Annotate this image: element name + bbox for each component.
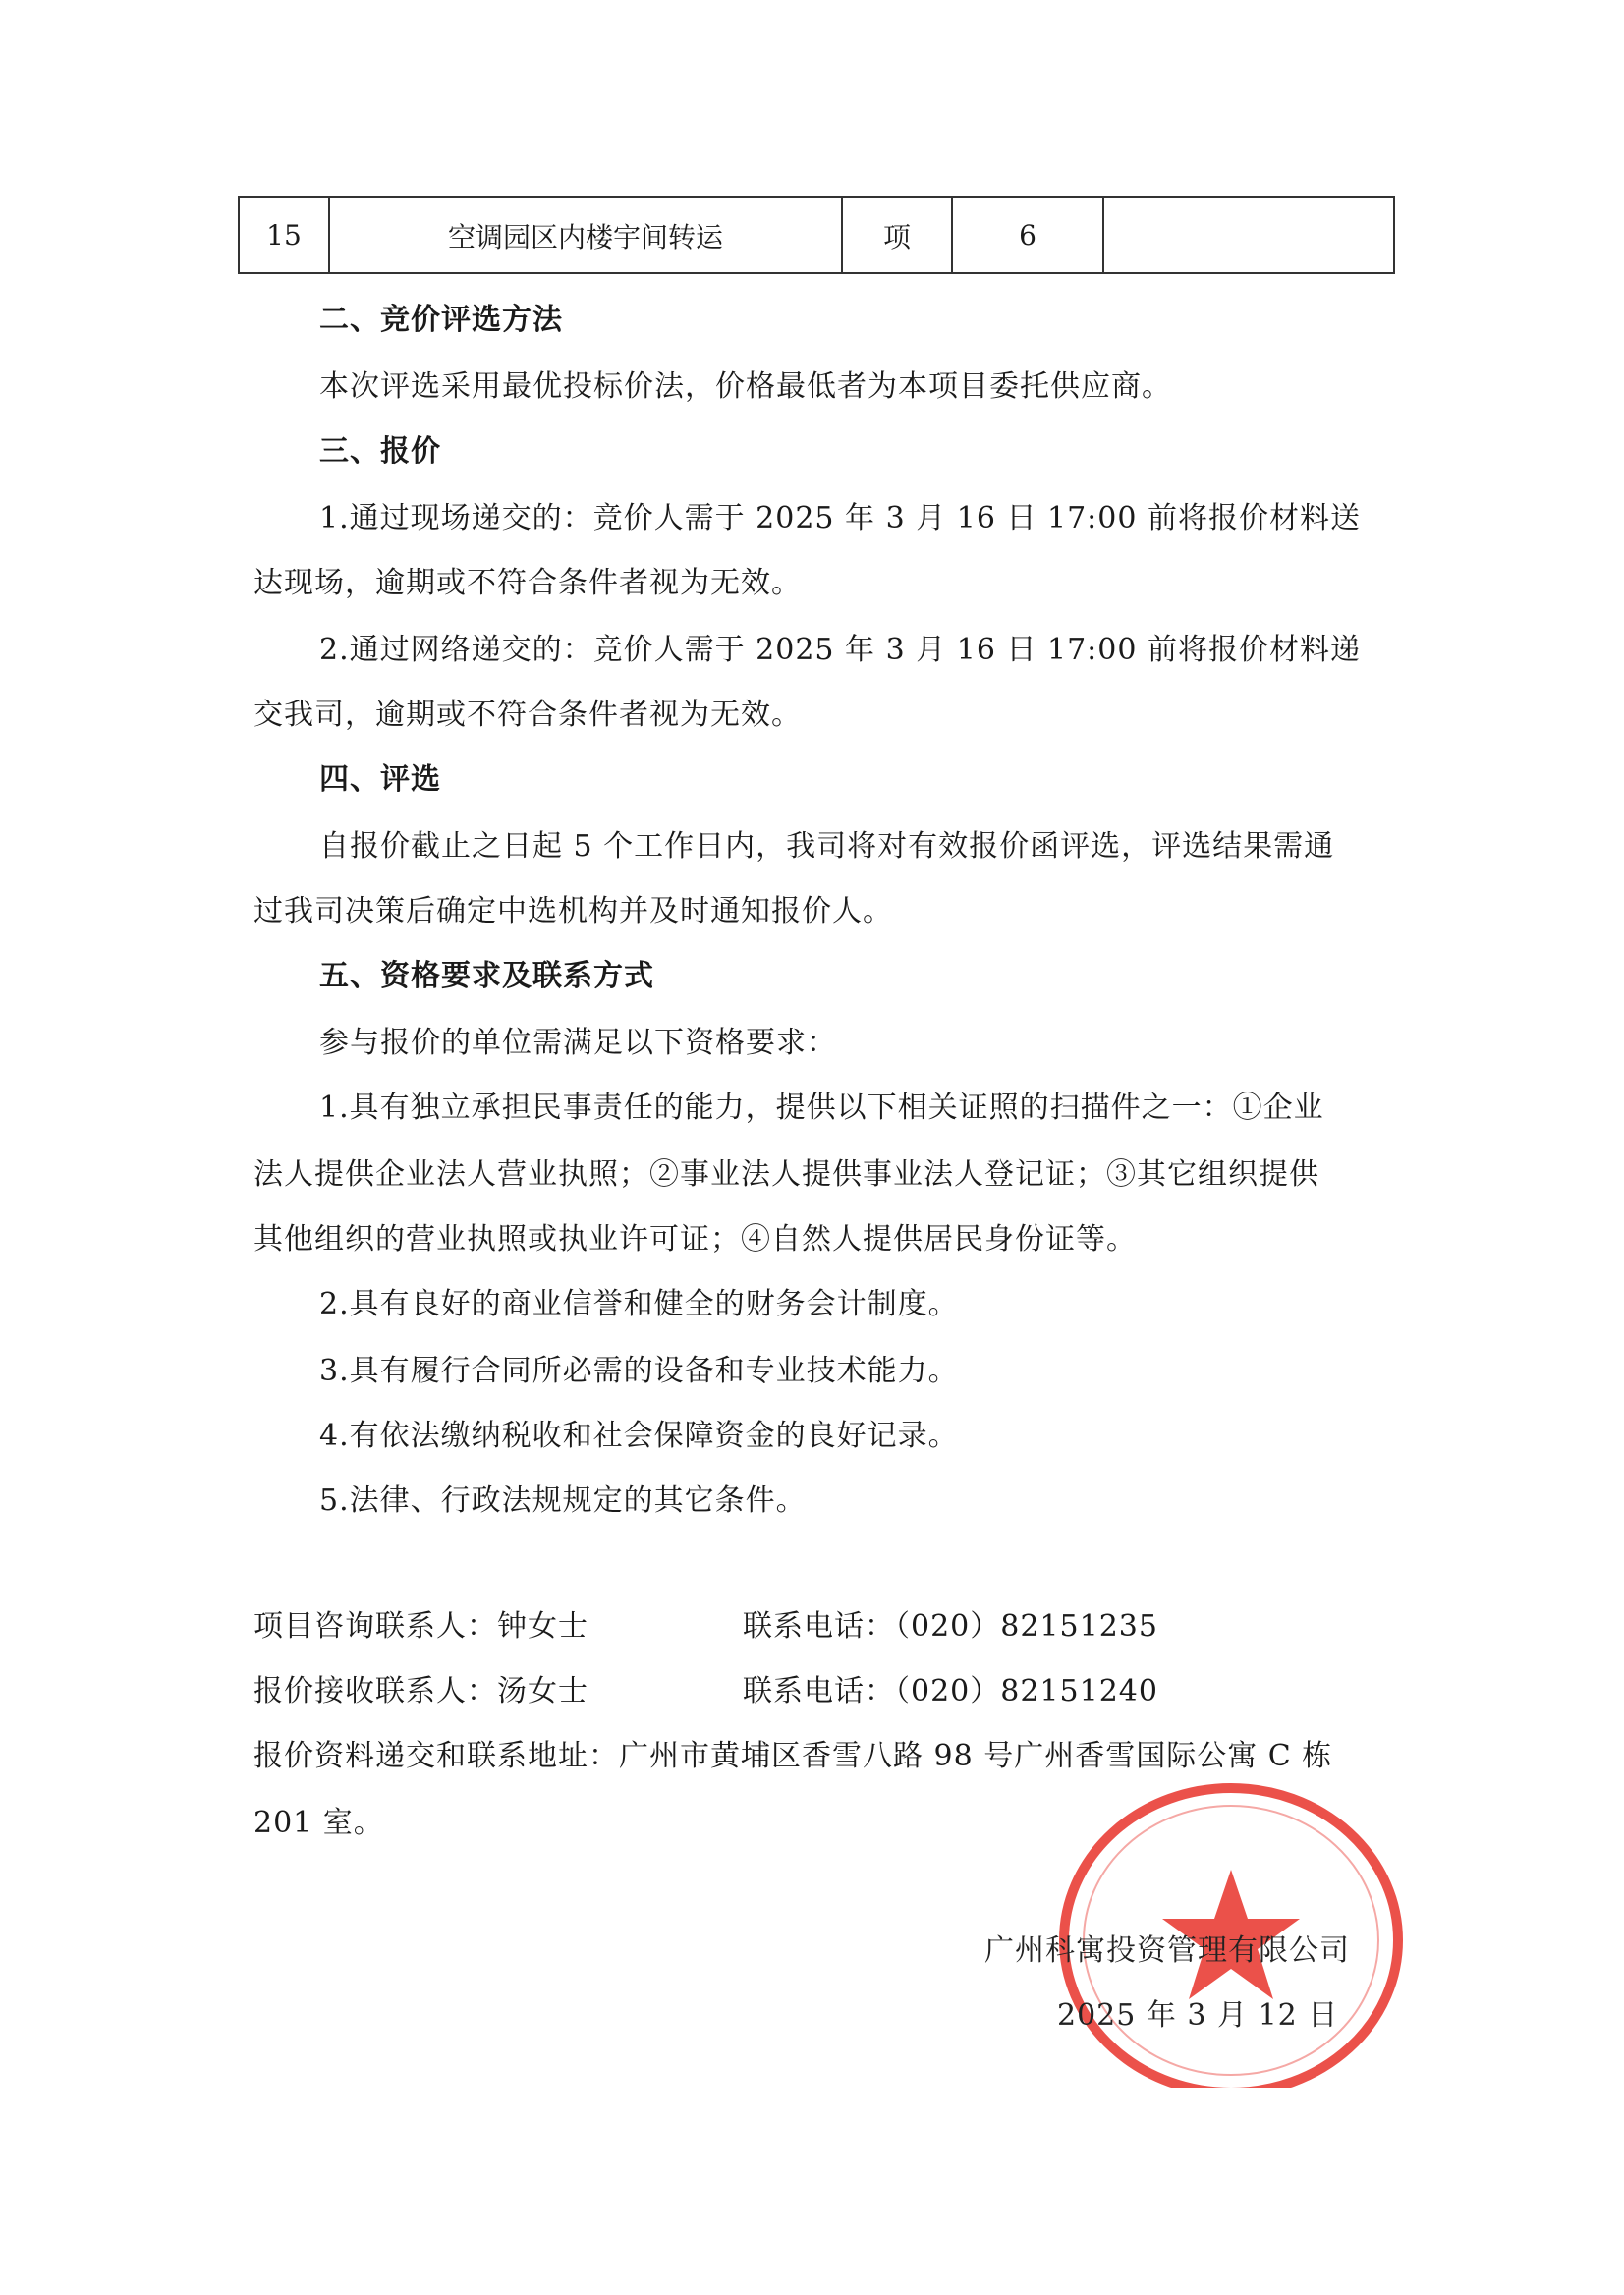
paragraph-line: 2.具有良好的商业信誉和健全的财务会计制度。 <box>319 1287 959 1321</box>
paragraph-line: 达现场，逾期或不符合条件者视为无效。 <box>253 566 802 600</box>
paragraph-line: 参与报价的单位需满足以下资格要求： <box>319 1026 837 1060</box>
items-table <box>238 196 1395 274</box>
table-row <box>239 197 1394 273</box>
address-line: 201 室。 <box>253 1806 384 1840</box>
paragraph-line: 法人提供企业法人营业执照；②事业法人提供事业法人登记证；③其它组织提供 <box>253 1157 1319 1192</box>
signature-date: 2025 年 3 月 12 日 <box>1057 1998 1339 2033</box>
paragraph-line: 3.具有履行合同所必需的设备和专业技术能力。 <box>319 1354 959 1388</box>
receive-phone: 联系电话：（020）82151240 <box>743 1674 1158 1708</box>
paragraph-line: 本次评选采用最优投标价法，价格最低者为本项目委托供应商。 <box>319 369 1172 404</box>
paragraph-line: 2.通过网络递交的：竞价人需于 2025 年 3 月 16 日 17:00 前将报价材料递 <box>319 633 1361 667</box>
paragraph-line: 5.法律、行政法规规定的其它条件。 <box>319 1483 807 1518</box>
cell-remark <box>1103 197 1394 273</box>
cell-no: 15 <box>239 197 329 273</box>
section-heading: 二、竞价评选方法 <box>319 303 563 337</box>
consult-contact: 项目咨询联系人：钟女士 <box>253 1609 588 1644</box>
cell-item: 空调园区内楼宇间转运 <box>329 197 842 273</box>
paragraph-line: 其他组织的营业执照或执业许可证；④自然人提供居民身份证等。 <box>253 1222 1137 1257</box>
paragraph-line: 交我司，逾期或不符合条件者视为无效。 <box>253 698 802 732</box>
receive-contact: 报价接收联系人：汤女士 <box>253 1674 588 1708</box>
section-heading: 四、评选 <box>319 762 441 797</box>
paragraph-line: 自报价截止之日起 5 个工作日内，我司将对有效报价函评选，评选结果需通 <box>319 829 1335 864</box>
section-heading: 五、资格要求及联系方式 <box>319 959 654 993</box>
cell-unit: 项 <box>842 197 952 273</box>
address-line: 报价资料递交和联系地址：广州市黄埔区香雪八路 98 号广州香雪国际公寓 C 栋 <box>253 1739 1333 1773</box>
signature-company: 广州科寓投资管理有限公司 <box>984 1933 1350 1968</box>
paragraph-line: 4.有依法缴纳税收和社会保障资金的良好记录。 <box>319 1419 959 1453</box>
paragraph-line: 1.具有独立承担民事责任的能力，提供以下相关证照的扫描件之一：①企业 <box>319 1091 1324 1125</box>
paragraph-line: 1.通过现场递交的：竞价人需于 2025 年 3 月 16 日 17:00 前将报价材料送 <box>319 501 1361 535</box>
cell-qty: 6 <box>952 197 1103 273</box>
section-heading: 三、报价 <box>319 434 441 469</box>
paragraph-line: 过我司决策后确定中选机构并及时通知报价人。 <box>253 894 893 928</box>
consult-phone: 联系电话：（020）82151235 <box>743 1609 1158 1644</box>
